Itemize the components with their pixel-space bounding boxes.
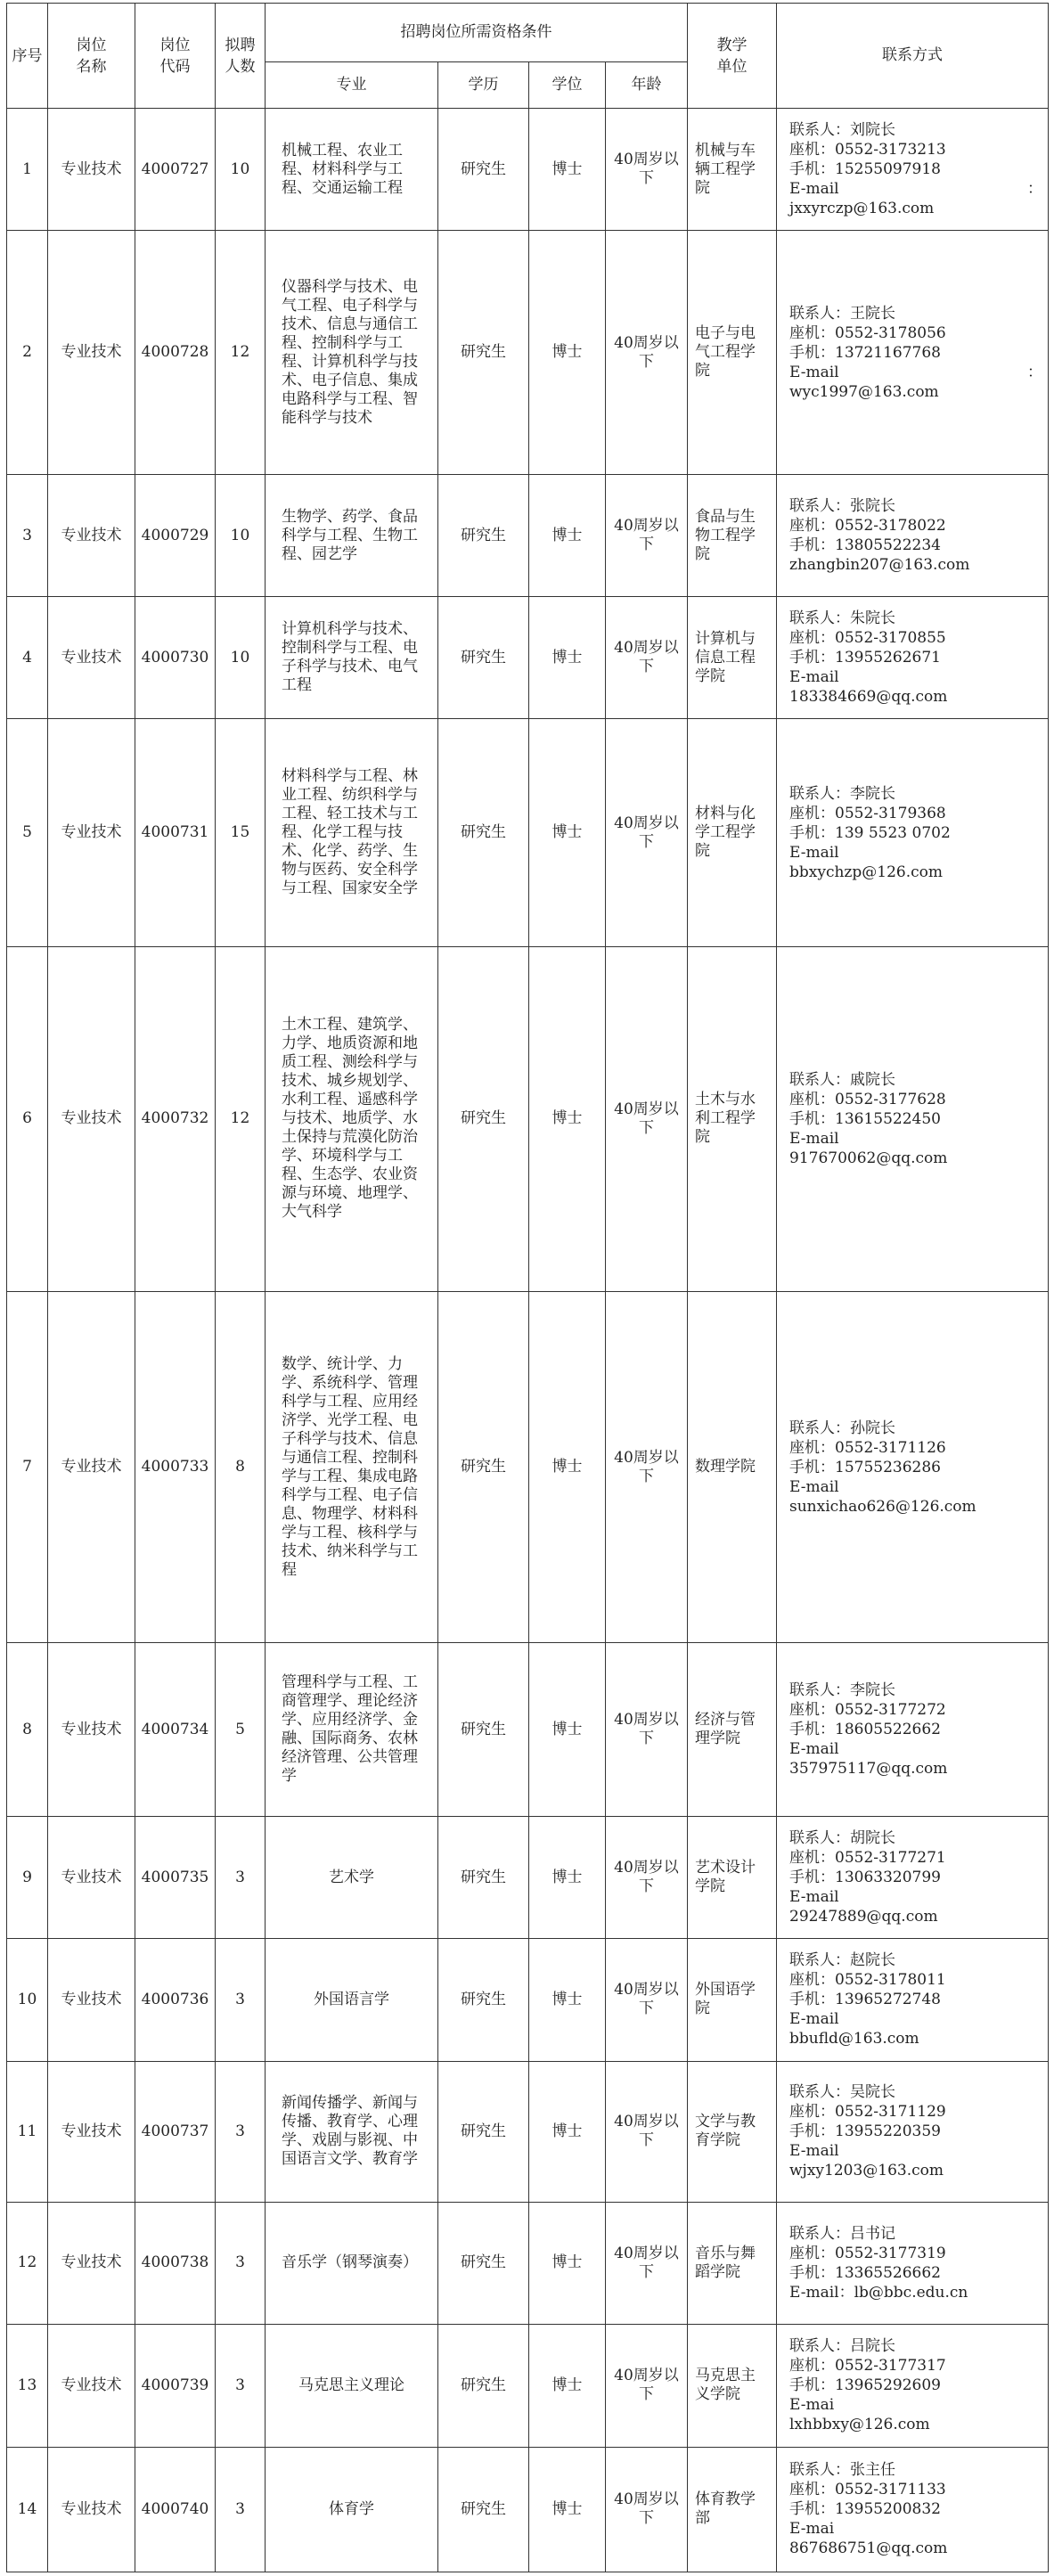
contact-person: 联系人：孙院长 [789, 1419, 895, 1437]
cell-contact [777, 231, 1049, 475]
contact-email-label [789, 363, 1042, 382]
contact-phone: 座机：0552-3171129 [789, 2103, 946, 2122]
contact-email-label [789, 1129, 1042, 1149]
cell-post-code: 4000728 [135, 231, 216, 475]
email-label-text: E-mail [789, 2010, 839, 2029]
cell-unit: 外国语学院 [688, 1939, 777, 2061]
contact-phone: 座机：0552-3178056 [789, 323, 946, 342]
cell-num: 10 [216, 475, 266, 597]
cell-degree: 博士 [529, 2202, 606, 2324]
cell-age: 40周岁以下 [606, 2447, 688, 2572]
contact-person: 联系人：王院长 [789, 304, 895, 323]
contact-mobile: 手机：13965292609 [789, 2376, 941, 2395]
cell-post-name: 专业技术 [48, 597, 135, 719]
cell-contact [777, 2202, 1049, 2324]
cell-seq: 9 [7, 1817, 48, 1939]
cell-post-code: 4000730 [135, 597, 216, 719]
cell-contact [777, 946, 1049, 1291]
table-row [7, 1817, 1049, 1939]
table-row [7, 597, 1049, 719]
cell-contact [777, 1643, 1049, 1817]
contact-phone: 座机：0552-3171126 [789, 1438, 946, 1457]
cell-unit: 材料与化学工程学院 [688, 719, 777, 946]
cell-major: 计算机科学与技术、控制科学与工程、电子科学与技术、电气工程 [266, 597, 438, 719]
cell-num: 12 [216, 231, 266, 475]
cell-num: 5 [216, 1643, 266, 1817]
contact-person: 联系人：吕书记 [789, 2224, 895, 2243]
cell-post-name: 专业技术 [48, 109, 135, 231]
cell-major: 新闻传播学、新闻与传播、教育学、心理学、戏剧与影视、中国语言文学、教育学 [266, 2061, 438, 2202]
contact-phone: 座机：0552-3170855 [789, 629, 946, 648]
cell-post-code: 4000736 [135, 1939, 216, 2061]
contact-person: 联系人：刘院长 [789, 121, 895, 140]
header-age: 年龄 [606, 62, 688, 109]
cell-degree: 博士 [529, 1939, 606, 2061]
header-major: 专业 [266, 62, 438, 109]
contact-phone: 座机：0552-3178011 [789, 1971, 946, 1990]
email-label-text: E-mail [789, 843, 839, 862]
cell-post-name: 专业技术 [48, 2202, 135, 2324]
cell-contact [777, 2324, 1049, 2447]
cell-num: 3 [216, 2202, 266, 2324]
table-row [7, 946, 1049, 1291]
contact-mobile: 手机：13955200832 [789, 2500, 941, 2519]
cell-unit: 经济与管理学院 [688, 1643, 777, 1817]
contact-person: 联系人：张主任 [789, 2461, 895, 2480]
cell-education: 研究生 [438, 2447, 529, 2572]
contact-mobile: 手机：13365526662 [789, 2263, 941, 2282]
cell-contact [777, 597, 1049, 719]
cell-post-code: 4000739 [135, 2324, 216, 2447]
cell-seq: 8 [7, 1643, 48, 1817]
cell-degree: 博士 [529, 946, 606, 1291]
cell-education: 研究生 [438, 109, 529, 231]
contact-email-label [789, 2141, 1042, 2161]
cell-major: 马克思主义理论 [266, 2324, 438, 2447]
cell-education: 研究生 [438, 1291, 529, 1642]
table-row [7, 475, 1049, 597]
cell-age: 40周岁以下 [606, 2324, 688, 2447]
contact-email[interactable]: sunxichao626@126.com [789, 1497, 976, 1516]
cell-contact [777, 1291, 1049, 1642]
cell-education: 研究生 [438, 597, 529, 719]
contact-email-label [789, 2395, 1042, 2415]
contact-email-label [789, 2519, 1042, 2539]
contact-email[interactable]: 917670062@qq.com [789, 1149, 948, 1167]
contact-phone: 座机：0552-3177271 [789, 1849, 946, 1868]
contact-mobile: 手机：13955262671 [789, 649, 941, 667]
cell-education: 研究生 [438, 1939, 529, 2061]
cell-post-code: 4000733 [135, 1291, 216, 1642]
cell-education: 研究生 [438, 2061, 529, 2202]
email-label-text: E-mail [789, 2142, 839, 2161]
contact-email-label [789, 1887, 1042, 1907]
cell-age: 40周岁以下 [606, 1817, 688, 1939]
cell-unit: 计算机与信息工程学院 [688, 597, 777, 719]
table-row [7, 2447, 1049, 2572]
contact-person: 联系人：朱院长 [789, 609, 895, 628]
cell-seq: 5 [7, 719, 48, 946]
cell-seq: 3 [7, 475, 48, 597]
cell-education: 研究生 [438, 2324, 529, 2447]
cell-post-code: 4000727 [135, 109, 216, 231]
email-label-text: E-mail [789, 1129, 839, 1148]
email-label-text: E-mail [789, 1888, 839, 1907]
cell-age: 40周岁以下 [606, 475, 688, 597]
table-row [7, 2324, 1049, 2447]
cell-contact [777, 109, 1049, 231]
cell-unit: 数理学院 [688, 1291, 777, 1642]
contact-mobile: 手机：15255097918 [789, 160, 941, 179]
contact-phone: 座机：0552-3171133 [789, 2481, 946, 2499]
contact-mobile: 手机：13063320799 [789, 1869, 941, 1887]
cell-education: 研究生 [438, 946, 529, 1291]
contact-email-label [789, 2283, 1042, 2302]
cell-post-code: 4000732 [135, 946, 216, 1291]
cell-age: 40周岁以下 [606, 2202, 688, 2324]
cell-post-code: 4000735 [135, 1817, 216, 1939]
contact-mobile: 手机：13615522450 [789, 1109, 941, 1128]
contact-phone: 座机：0552-3177272 [789, 1701, 946, 1720]
email-label-text: E-mail [789, 668, 839, 687]
cell-num: 3 [216, 2324, 266, 2447]
cell-unit: 土木与水利工程学院 [688, 946, 777, 1291]
cell-education: 研究生 [438, 1643, 529, 1817]
cell-post-name: 专业技术 [48, 1817, 135, 1939]
contact-email-label [789, 1739, 1042, 1759]
cell-post-name: 专业技术 [48, 719, 135, 946]
cell-unit: 音乐与舞蹈学院 [688, 2202, 777, 2324]
cell-unit: 艺术设计学院 [688, 1817, 777, 1939]
email-label-text: E-mail [789, 1740, 839, 1759]
cell-post-name: 专业技术 [48, 2447, 135, 2572]
table-row [7, 2202, 1049, 2324]
cell-major: 生物学、药学、食品科学与工程、生物工程、园艺学 [266, 475, 438, 597]
contact-email-label [789, 2009, 1042, 2029]
cell-major: 仪器科学与技术、电气工程、电子科学与技术、信息与通信工程、控制科学与工程、计算机科学与技术、电子信息、集成电路科学与工程、智能科学与技术 [266, 231, 438, 475]
cell-post-name: 专业技术 [48, 2324, 135, 2447]
email-label-text: E-mail [789, 180, 839, 199]
cell-unit: 体育教学部 [688, 2447, 777, 2572]
cell-major: 土木工程、建筑学、力学、地质资源和地质工程、测绘科学与技术、城乡规划学、水利工程、遥感科学与技术、地质学、水土保持与荒漠化防治学、环境科学与工程、生态学、农业资源与环境、地理学、大气科学 [266, 946, 438, 1291]
header-contact: 联系方式 [777, 4, 1049, 109]
cell-contact [777, 475, 1049, 597]
cell-seq: 11 [7, 2061, 48, 2202]
cell-degree: 博士 [529, 1291, 606, 1642]
cell-major: 数学、统计学、力学、系统科学、管理科学与工程、应用经济学、光学工程、电子科学与技术、信息与通信工程、控制科学与工程、集成电路科学与工程、电子信息、物理学、材料科学与工程、核科学与技术、纳米科学与工程 [266, 1291, 438, 1642]
contact-email[interactable]: jxxyrczp@163.com [789, 200, 935, 218]
cell-contact [777, 2061, 1049, 2202]
contact-person: 联系人：张院长 [789, 497, 895, 516]
contact-person: 联系人：赵院长 [789, 1951, 895, 1970]
table-body [7, 109, 1049, 2572]
cell-contact [777, 2447, 1049, 2572]
contact-person: 联系人：李院长 [789, 1681, 895, 1700]
contact-email-label [789, 1477, 1042, 1497]
recruitment-table [6, 3, 1049, 2572]
cell-education: 研究生 [438, 2202, 529, 2324]
contact-email[interactable]: 29247889@qq.com [789, 1908, 938, 1926]
cell-unit: 电子与电气工程学院 [688, 231, 777, 475]
cell-seq: 2 [7, 231, 48, 475]
cell-seq: 4 [7, 597, 48, 719]
email-label-colon: ： [1027, 363, 1042, 381]
cell-education: 研究生 [438, 475, 529, 597]
cell-seq: 10 [7, 1939, 48, 2061]
contact-mobile: 手机：18605522662 [789, 1721, 941, 1739]
table-row [7, 1939, 1049, 2061]
table-row [7, 109, 1049, 231]
email-label-text: E-mai [789, 2520, 835, 2539]
cell-seq: 1 [7, 109, 48, 231]
header-conditions: 招聘岗位所需资格条件 [266, 4, 688, 62]
contact-phone: 座机：0552-3173213 [789, 141, 946, 159]
cell-degree: 博士 [529, 109, 606, 231]
contact-email-label [789, 667, 1042, 687]
cell-post-code: 4000731 [135, 719, 216, 946]
contact-phone: 座机：0552-3177319 [789, 2244, 946, 2262]
cell-degree: 博士 [529, 2324, 606, 2447]
cell-major: 材料科学与工程、林业工程、纺织科学与工程、轻工技术与工程、化学工程与技术、化学、药学、生物与医药、安全科学与工程、国家安全学 [266, 719, 438, 946]
cell-age: 40周岁以下 [606, 1939, 688, 2061]
cell-major: 艺术学 [266, 1817, 438, 1939]
cell-age: 40周岁以下 [606, 597, 688, 719]
header-post-code: 岗位 代码 [135, 4, 216, 109]
contact-phone: 座机：0552-3177628 [789, 1090, 946, 1108]
contact-email[interactable]: wyc1997@163.com [789, 382, 939, 401]
cell-seq: 7 [7, 1291, 48, 1642]
cell-num: 3 [216, 1939, 266, 2061]
contact-person: 联系人：戚院长 [789, 1070, 895, 1089]
cell-num: 12 [216, 946, 266, 1291]
cell-degree: 博士 [529, 2061, 606, 2202]
cell-post-name: 专业技术 [48, 946, 135, 1291]
cell-age: 40周岁以下 [606, 1643, 688, 1817]
email-label-text: E-mail [789, 363, 839, 381]
contact-person: 联系人：吴院长 [789, 2083, 895, 2102]
contact-email[interactable]: bbufld@163.com [789, 2030, 919, 2049]
cell-age: 40周岁以下 [606, 2061, 688, 2202]
contact-phone: 座机：0552-3177317 [789, 2357, 946, 2376]
cell-seq: 12 [7, 2202, 48, 2324]
cell-seq: 14 [7, 2447, 48, 2572]
cell-post-name: 专业技术 [48, 1291, 135, 1642]
cell-unit: 食品与生物工程学院 [688, 475, 777, 597]
cell-unit: 机械与车辆工程学院 [688, 109, 777, 231]
contact-person: 联系人：吕院长 [789, 2337, 895, 2356]
cell-age: 40周岁以下 [606, 231, 688, 475]
cell-contact [777, 719, 1049, 946]
contact-phone: 座机：0552-3178022 [789, 517, 946, 536]
table-row [7, 1643, 1049, 1817]
table-row [7, 719, 1049, 946]
cell-post-name: 专业技术 [48, 231, 135, 475]
cell-degree: 博士 [529, 231, 606, 475]
cell-unit: 马克思主义学院 [688, 2324, 777, 2447]
cell-degree: 博士 [529, 1817, 606, 1939]
cell-education: 研究生 [438, 1817, 529, 1939]
email-label-colon: ： [1027, 180, 1042, 199]
contact-person: 联系人：李院长 [789, 784, 895, 803]
cell-age: 40周岁以下 [606, 109, 688, 231]
cell-age: 40周岁以下 [606, 946, 688, 1291]
contact-email-label [789, 179, 1042, 199]
cell-seq: 6 [7, 946, 48, 1291]
contact-email[interactable]: wjxy1203@163.com [789, 2162, 944, 2180]
cell-post-code: 4000729 [135, 475, 216, 597]
cell-post-code: 4000740 [135, 2447, 216, 2572]
cell-num: 10 [216, 109, 266, 231]
contact-mobile: 手机：13721167768 [789, 343, 941, 362]
header-seq: 序号 [7, 4, 48, 109]
header-education: 学历 [438, 62, 529, 109]
contact-email-label [789, 843, 1042, 863]
cell-major: 体育学 [266, 2447, 438, 2572]
contact-mobile: 手机：13955220359 [789, 2122, 941, 2141]
table-row [7, 2061, 1049, 2202]
cell-education: 研究生 [438, 231, 529, 475]
header-unit: 教学 单位 [688, 4, 777, 109]
contact-email[interactable]: bbxychzp@126.com [789, 863, 943, 881]
cell-major: 音乐学（钢琴演奏） [266, 2202, 438, 2324]
header-num: 拟聘 人数 [216, 4, 266, 109]
cell-unit: 文学与教育学院 [688, 2061, 777, 2202]
cell-num: 3 [216, 2061, 266, 2202]
cell-post-name: 专业技术 [48, 475, 135, 597]
cell-major: 外国语言学 [266, 1939, 438, 2061]
cell-age: 40周岁以下 [606, 1291, 688, 1642]
cell-seq: 13 [7, 2324, 48, 2447]
cell-degree: 博士 [529, 1643, 606, 1817]
cell-degree: 博士 [529, 475, 606, 597]
contact-mobile: 手机：139 5523 0702 [789, 823, 951, 842]
contact-mobile: 手机：15755236286 [789, 1458, 941, 1476]
cell-major: 管理科学与工程、工商管理学、理论经济学、应用经济学、金融、国际商务、农林经济管理、公共管理学 [266, 1643, 438, 1817]
cell-age: 40周岁以下 [606, 719, 688, 946]
contact-email[interactable]: lxhbbxy@126.com [789, 2416, 930, 2434]
cell-degree: 博士 [529, 2447, 606, 2572]
table-row [7, 231, 1049, 475]
cell-post-code: 4000738 [135, 2202, 216, 2324]
cell-num: 10 [216, 597, 266, 719]
email-label-text: E-mail [789, 1477, 839, 1496]
cell-post-code: 4000737 [135, 2061, 216, 2202]
cell-num: 8 [216, 1291, 266, 1642]
cell-num: 15 [216, 719, 266, 946]
cell-degree: 博士 [529, 719, 606, 946]
cell-post-name: 专业技术 [48, 1939, 135, 2061]
cell-post-name: 专业技术 [48, 1643, 135, 1817]
contact-email[interactable]: 867686751@qq.com [789, 2539, 948, 2558]
contact-email[interactable]: zhangbin207@163.com [789, 556, 970, 575]
contact-person: 联系人：胡院长 [789, 1829, 895, 1848]
contact-phone: 座机：0552-3179368 [789, 804, 946, 822]
email-label-text: E-mai [789, 2396, 835, 2415]
contact-email[interactable]: 357975117@qq.com [789, 1760, 948, 1779]
table-row [7, 1291, 1049, 1642]
cell-post-code: 4000734 [135, 1643, 216, 1817]
cell-post-name: 专业技术 [48, 2061, 135, 2202]
cell-education: 研究生 [438, 719, 529, 946]
cell-major: 机械工程、农业工程、材料科学与工程、交通运输工程 [266, 109, 438, 231]
email-label-text: E-mail：lb@bbc.edu.cn [789, 2283, 968, 2302]
header-post-name: 岗位 名称 [48, 4, 135, 109]
cell-num: 3 [216, 1817, 266, 1939]
cell-num: 3 [216, 2447, 266, 2572]
contact-mobile: 手机：13965272748 [789, 1991, 941, 2009]
contact-mobile: 手机：13805522234 [789, 536, 941, 555]
contact-email[interactable]: 183384669@qq.com [789, 688, 948, 707]
cell-contact [777, 1939, 1049, 2061]
header-degree: 学位 [529, 62, 606, 109]
cell-degree: 博士 [529, 597, 606, 719]
cell-contact [777, 1817, 1049, 1939]
